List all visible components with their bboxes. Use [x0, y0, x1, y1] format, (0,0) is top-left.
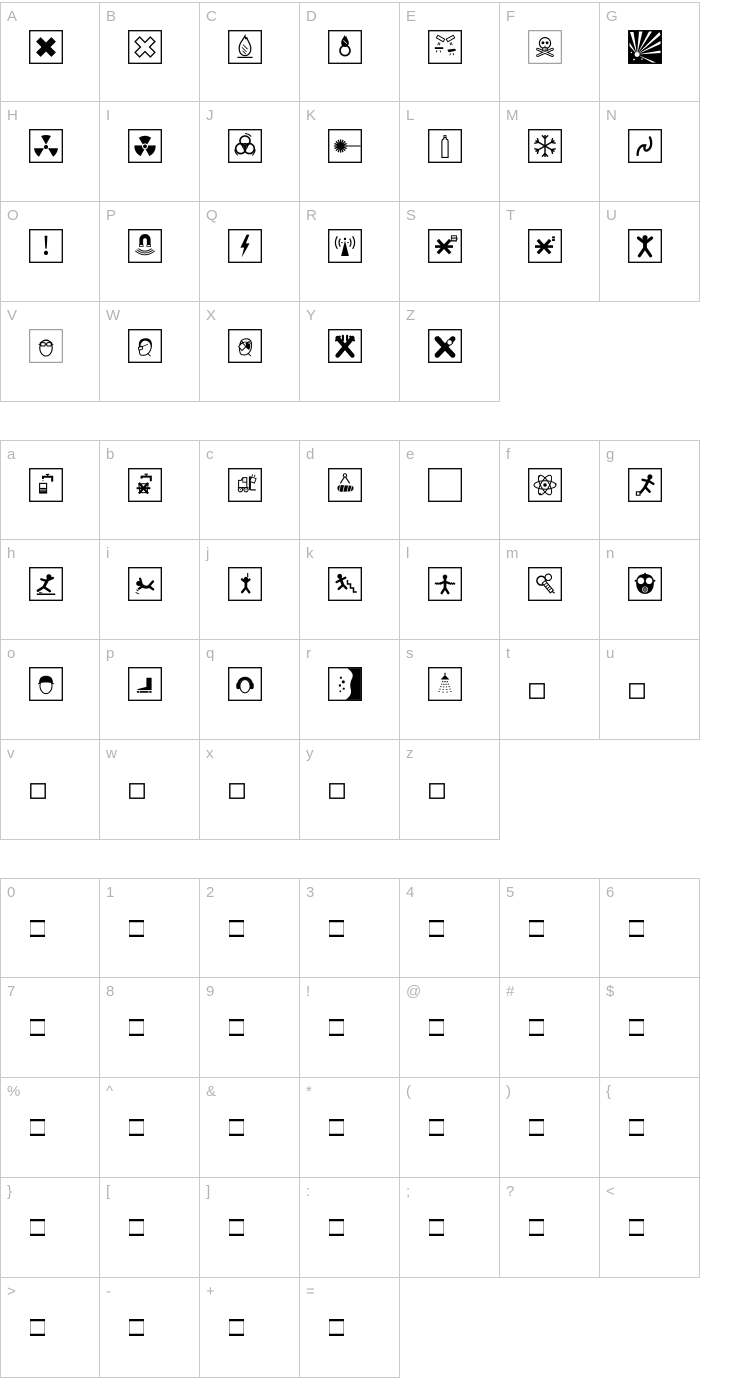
charmap-row — [0, 440, 740, 540]
glyph-cell-^ — [100, 1078, 200, 1178]
cell-label: X — [206, 307, 217, 324]
charmap-section-digits-punctuation — [0, 878, 740, 1378]
tofu-icon — [229, 1319, 244, 1336]
glyph-cell-Z — [400, 302, 500, 402]
cell-label: n — [606, 545, 615, 562]
exclamation-icon — [29, 229, 63, 263]
cell-label: H — [7, 107, 18, 124]
charmap — [0, 2, 740, 1378]
cell-label: x — [206, 745, 214, 762]
glyph-cell-% — [0, 1078, 100, 1178]
glyph-cell-[ — [100, 1178, 200, 1278]
cell-label: j — [206, 545, 210, 562]
glyph-cell-@ — [400, 978, 500, 1078]
glyph-cell-M — [500, 102, 600, 202]
cell-label: 2 — [206, 884, 215, 901]
tofu-icon — [129, 1219, 144, 1236]
box-outline-icon — [129, 783, 145, 799]
glyph-cell-c — [200, 440, 300, 540]
glyph-cell-p — [100, 640, 200, 740]
tofu-icon — [229, 1119, 244, 1136]
tofu-icon — [30, 1219, 45, 1236]
cell-label: 5 — [506, 884, 515, 901]
glyph-cell-& — [200, 1078, 300, 1178]
crossed-hooks-icon — [328, 329, 362, 363]
cell-label: I — [106, 107, 111, 124]
atom-icon — [528, 468, 562, 502]
charmap-row — [0, 302, 740, 402]
glyph-cell-O — [0, 202, 100, 302]
glyph-cell-; — [400, 1178, 500, 1278]
cell-label: b — [106, 446, 115, 463]
charmap-section-uppercase — [0, 2, 740, 402]
cell-label: o — [7, 645, 16, 662]
glyph-cell-d — [300, 440, 400, 540]
laser-beam-icon — [328, 129, 362, 163]
tofu-icon — [329, 1119, 344, 1136]
cell-label: r — [306, 645, 311, 662]
glyph-cell-8 — [100, 978, 200, 1078]
lightning-icon — [228, 229, 262, 263]
box-outline-icon — [329, 783, 345, 799]
glyph-cell-t — [500, 640, 600, 740]
glyph-cell-: — [300, 1178, 400, 1278]
cell-label: 3 — [306, 884, 315, 901]
magnet-icon — [128, 229, 162, 263]
glyph-cell-y — [300, 740, 400, 840]
crossed-figure-icon — [428, 329, 462, 363]
glyph-cell-S — [400, 202, 500, 302]
cell-label: - — [106, 1283, 111, 1300]
charmap-section-lowercase — [0, 440, 740, 840]
glyph-cell-L — [400, 102, 500, 202]
glyph-cell-b — [100, 440, 200, 540]
glyph-cell-# — [500, 978, 600, 1078]
cell-label: Z — [406, 307, 416, 324]
glyph-cell-] — [200, 1178, 300, 1278]
box-outline-icon — [529, 683, 545, 699]
cell-label: 9 — [206, 983, 215, 1000]
safety-shower-icon — [428, 667, 462, 701]
radiation-disc-icon — [128, 129, 162, 163]
glyph-cell-4 — [400, 878, 500, 978]
charmap-row — [0, 1078, 740, 1178]
cell-label: # — [506, 983, 515, 1000]
tofu-icon — [529, 920, 544, 937]
figure-trip-icon — [628, 468, 662, 502]
charmap-row — [0, 878, 740, 978]
cell-label: 6 — [606, 884, 615, 901]
cell-label: N — [606, 107, 617, 124]
cell-label: W — [106, 307, 121, 324]
cell-label: 8 — [106, 983, 115, 1000]
cell-label: L — [406, 107, 415, 124]
glyph-cell-+ — [200, 1278, 300, 1378]
cell-label: A — [7, 8, 18, 25]
cell-label: ? — [506, 1183, 515, 1200]
cell-label: R — [306, 207, 317, 224]
cell-label: B — [106, 8, 117, 25]
cell-label: O — [7, 207, 19, 224]
glyph-cell-D — [300, 2, 400, 102]
glyph-cell-} — [0, 1178, 100, 1278]
charmap-row — [0, 540, 740, 640]
cell-label: 1 — [106, 884, 115, 901]
falling-rocks-icon — [328, 667, 362, 701]
cell-label: * — [306, 1083, 312, 1100]
glyph-cell-I — [100, 102, 200, 202]
tofu-icon — [629, 920, 644, 937]
glyph-cell-l — [400, 540, 500, 640]
cell-label: v — [7, 745, 15, 762]
glyph-cell-h — [0, 540, 100, 640]
glyph-cell-X — [200, 302, 300, 402]
glyph-cell-a — [0, 440, 100, 540]
tofu-icon — [429, 1219, 444, 1236]
face-helmet-mask-icon — [128, 329, 162, 363]
cell-label: s — [406, 645, 414, 662]
tofu-icon — [429, 1119, 444, 1136]
face-dust-mask-icon — [228, 329, 262, 363]
glyph-cell-f — [500, 440, 600, 540]
glyph-cell-H — [0, 102, 100, 202]
charmap-row — [0, 2, 740, 102]
glyph-cell-w — [100, 740, 200, 840]
charmap-row — [0, 978, 740, 1078]
cell-label: ( — [406, 1083, 411, 1100]
biohazard-icon — [228, 129, 262, 163]
cell-label: V — [7, 307, 18, 324]
charmap-row — [0, 640, 740, 740]
glyph-cell-i — [100, 540, 200, 640]
cell-label: < — [606, 1183, 615, 1200]
cell-label: w — [106, 745, 117, 762]
glyph-cell-P — [100, 202, 200, 302]
cell-label: @ — [406, 983, 422, 1000]
asterisk-tick-icon — [528, 229, 562, 263]
tofu-icon — [229, 920, 244, 937]
hard-hat-icon — [29, 667, 63, 701]
glyph-cell-V — [0, 302, 100, 402]
tofu-icon — [229, 1019, 244, 1036]
figure-slip-icon — [29, 567, 63, 601]
cell-label: g — [606, 446, 615, 463]
cell-label: u — [606, 645, 615, 662]
tofu-icon — [429, 920, 444, 937]
glyph-cell-( — [400, 1078, 500, 1178]
tofu-icon — [30, 1119, 45, 1136]
cell-label: C — [206, 8, 217, 25]
glyph-cell-? — [500, 1178, 600, 1278]
charmap-row — [0, 102, 740, 202]
glyph-cell-Q — [200, 202, 300, 302]
glyph-cell-> — [0, 1278, 100, 1378]
cell-label: E — [406, 8, 417, 25]
glyph-cell-A — [0, 2, 100, 102]
glyph-cell-N — [600, 102, 700, 202]
tap-glass-icon — [29, 468, 63, 502]
cell-label: P — [106, 207, 117, 224]
glyph-cell-- — [100, 1278, 200, 1378]
glyph-cell-x — [200, 740, 300, 840]
glyph-cell-< — [600, 1178, 700, 1278]
cell-label: S — [406, 207, 417, 224]
glyph-cell-k — [300, 540, 400, 640]
asterisk-cup-icon — [428, 229, 462, 263]
glyph-cell-* — [300, 1078, 400, 1178]
box-outline-icon — [429, 783, 445, 799]
glyph-cell-T — [500, 202, 600, 302]
cell-label: 4 — [406, 884, 415, 901]
cell-label: ) — [506, 1083, 511, 1100]
fan-blades-icon — [628, 129, 662, 163]
cell-label: m — [506, 545, 519, 562]
cell-label: l — [406, 545, 410, 562]
glyph-cell-o — [0, 640, 100, 740]
figure-fall-back-icon — [128, 567, 162, 601]
glyph-cell-E — [400, 2, 500, 102]
cell-label: [ — [106, 1183, 111, 1200]
glyph-cell-6 — [600, 878, 700, 978]
radiation-trefoil-icon — [29, 129, 63, 163]
glyph-cell-C — [200, 2, 300, 102]
crane-load-icon — [328, 468, 362, 502]
charmap-row — [0, 1178, 740, 1278]
tofu-icon — [429, 1019, 444, 1036]
tofu-icon — [129, 920, 144, 937]
skull-crossbones-icon — [528, 30, 562, 64]
glyph-cell-J — [200, 102, 300, 202]
cell-label: % — [7, 1083, 21, 1100]
tofu-icon — [329, 1219, 344, 1236]
cell-label: Y — [306, 307, 317, 324]
glyph-cell-5 — [500, 878, 600, 978]
glyph-cell-U — [600, 202, 700, 302]
empty-frame-icon — [428, 468, 462, 502]
glyph-cell-! — [300, 978, 400, 1078]
explosion-icon — [628, 30, 662, 64]
cell-label: ! — [306, 983, 311, 1000]
glyph-cell-B — [100, 2, 200, 102]
box-outline-icon — [30, 783, 46, 799]
cell-label: f — [506, 446, 511, 463]
cross-solid-icon — [29, 30, 63, 64]
charmap-row — [0, 1278, 740, 1378]
tofu-icon — [529, 1119, 544, 1136]
cell-label: p — [106, 645, 115, 662]
cross-outline-icon — [128, 30, 162, 64]
glyph-cell-e — [400, 440, 500, 540]
cell-label: U — [606, 207, 617, 224]
forklift-icon — [228, 468, 262, 502]
cell-label: ^ — [106, 1083, 114, 1100]
snowflake-icon — [528, 129, 562, 163]
figure-pinch-icon — [428, 567, 462, 601]
glyph-cell-r — [300, 640, 400, 740]
glyph-cell-= — [300, 1278, 400, 1378]
cell-label: 0 — [7, 884, 16, 901]
cell-label: + — [206, 1283, 215, 1300]
tofu-icon — [229, 1219, 244, 1236]
cell-label: F — [506, 8, 516, 25]
cell-label: : — [306, 1183, 311, 1200]
box-outline-icon — [229, 783, 245, 799]
cell-label: d — [306, 446, 315, 463]
glyph-cell-s — [400, 640, 500, 740]
corrosive-icon — [428, 30, 462, 64]
glyph-cell-j — [200, 540, 300, 640]
glyph-cell-g — [600, 440, 700, 540]
tofu-icon — [30, 1319, 45, 1336]
glyph-cell-F — [500, 2, 600, 102]
glyph-cell-G — [600, 2, 700, 102]
oxidizer-icon — [328, 30, 362, 64]
tap-crossed-icon — [128, 468, 162, 502]
glyph-cell-n — [600, 540, 700, 640]
figure-fumes-icon — [528, 567, 562, 601]
cell-label: $ — [606, 983, 615, 1000]
cell-label: q — [206, 645, 215, 662]
figure-fall-stairs-icon — [328, 567, 362, 601]
glyph-cell-7 — [0, 978, 100, 1078]
charmap-row — [0, 202, 740, 302]
tofu-icon — [629, 1219, 644, 1236]
glyph-cell-) — [500, 1078, 600, 1178]
safety-boot-icon — [128, 667, 162, 701]
cell-label: D — [306, 8, 317, 25]
glyph-cell-3 — [300, 878, 400, 978]
tofu-icon — [329, 1319, 344, 1336]
gas-cylinder-icon — [428, 129, 462, 163]
glyph-cell-q — [200, 640, 300, 740]
cell-label: i — [106, 545, 110, 562]
figure-x-icon — [628, 229, 662, 263]
gas-mask-icon — [628, 567, 662, 601]
tofu-icon — [529, 1219, 544, 1236]
cell-label: z — [406, 745, 414, 762]
cell-label: > — [7, 1283, 16, 1300]
glyph-cell-z — [400, 740, 500, 840]
glyph-cell-0 — [0, 878, 100, 978]
cell-label: T — [506, 207, 516, 224]
cell-label: ; — [406, 1183, 411, 1200]
cell-label: Q — [206, 207, 218, 224]
cell-label: e — [406, 446, 415, 463]
box-outline-icon — [629, 683, 645, 699]
glyph-cell-{ — [600, 1078, 700, 1178]
cell-label: c — [206, 446, 214, 463]
glyph-cell-v — [0, 740, 100, 840]
tofu-icon — [129, 1019, 144, 1036]
tofu-icon — [629, 1019, 644, 1036]
glyph-cell-u — [600, 640, 700, 740]
tofu-icon — [329, 920, 344, 937]
glyph-cell-1 — [100, 878, 200, 978]
ear-protection-icon — [228, 667, 262, 701]
glyph-cell-9 — [200, 978, 300, 1078]
glyph-cell-m — [500, 540, 600, 640]
tofu-icon — [329, 1019, 344, 1036]
glyph-cell-W — [100, 302, 200, 402]
cell-label: { — [606, 1083, 612, 1100]
cell-label: M — [506, 107, 519, 124]
cell-label: K — [306, 107, 317, 124]
charmap-row — [0, 740, 740, 840]
tofu-icon — [629, 1119, 644, 1136]
tofu-icon — [529, 1019, 544, 1036]
face-goggles-icon — [29, 329, 63, 363]
cell-label: = — [306, 1283, 315, 1300]
tofu-icon — [129, 1319, 144, 1336]
figure-fall-height-icon — [228, 567, 262, 601]
cell-label: h — [7, 545, 16, 562]
cell-label: J — [206, 107, 214, 124]
cell-label: y — [306, 745, 314, 762]
cell-label: t — [506, 645, 511, 662]
glyph-cell-$ — [600, 978, 700, 1078]
cell-label: } — [7, 1183, 13, 1200]
cell-label: 7 — [7, 983, 16, 1000]
glyph-cell-2 — [200, 878, 300, 978]
tofu-icon — [30, 1019, 45, 1036]
glyph-cell-K — [300, 102, 400, 202]
cell-label: & — [206, 1083, 217, 1100]
tofu-icon — [30, 920, 45, 937]
tofu-icon — [129, 1119, 144, 1136]
glyph-cell-Y — [300, 302, 400, 402]
cell-label: G — [606, 8, 618, 25]
cell-label: ] — [206, 1183, 211, 1200]
cell-label: k — [306, 545, 314, 562]
antenna-icon — [328, 229, 362, 263]
glyph-cell-R — [300, 202, 400, 302]
flammable-icon — [228, 30, 262, 64]
cell-label: a — [7, 446, 16, 463]
